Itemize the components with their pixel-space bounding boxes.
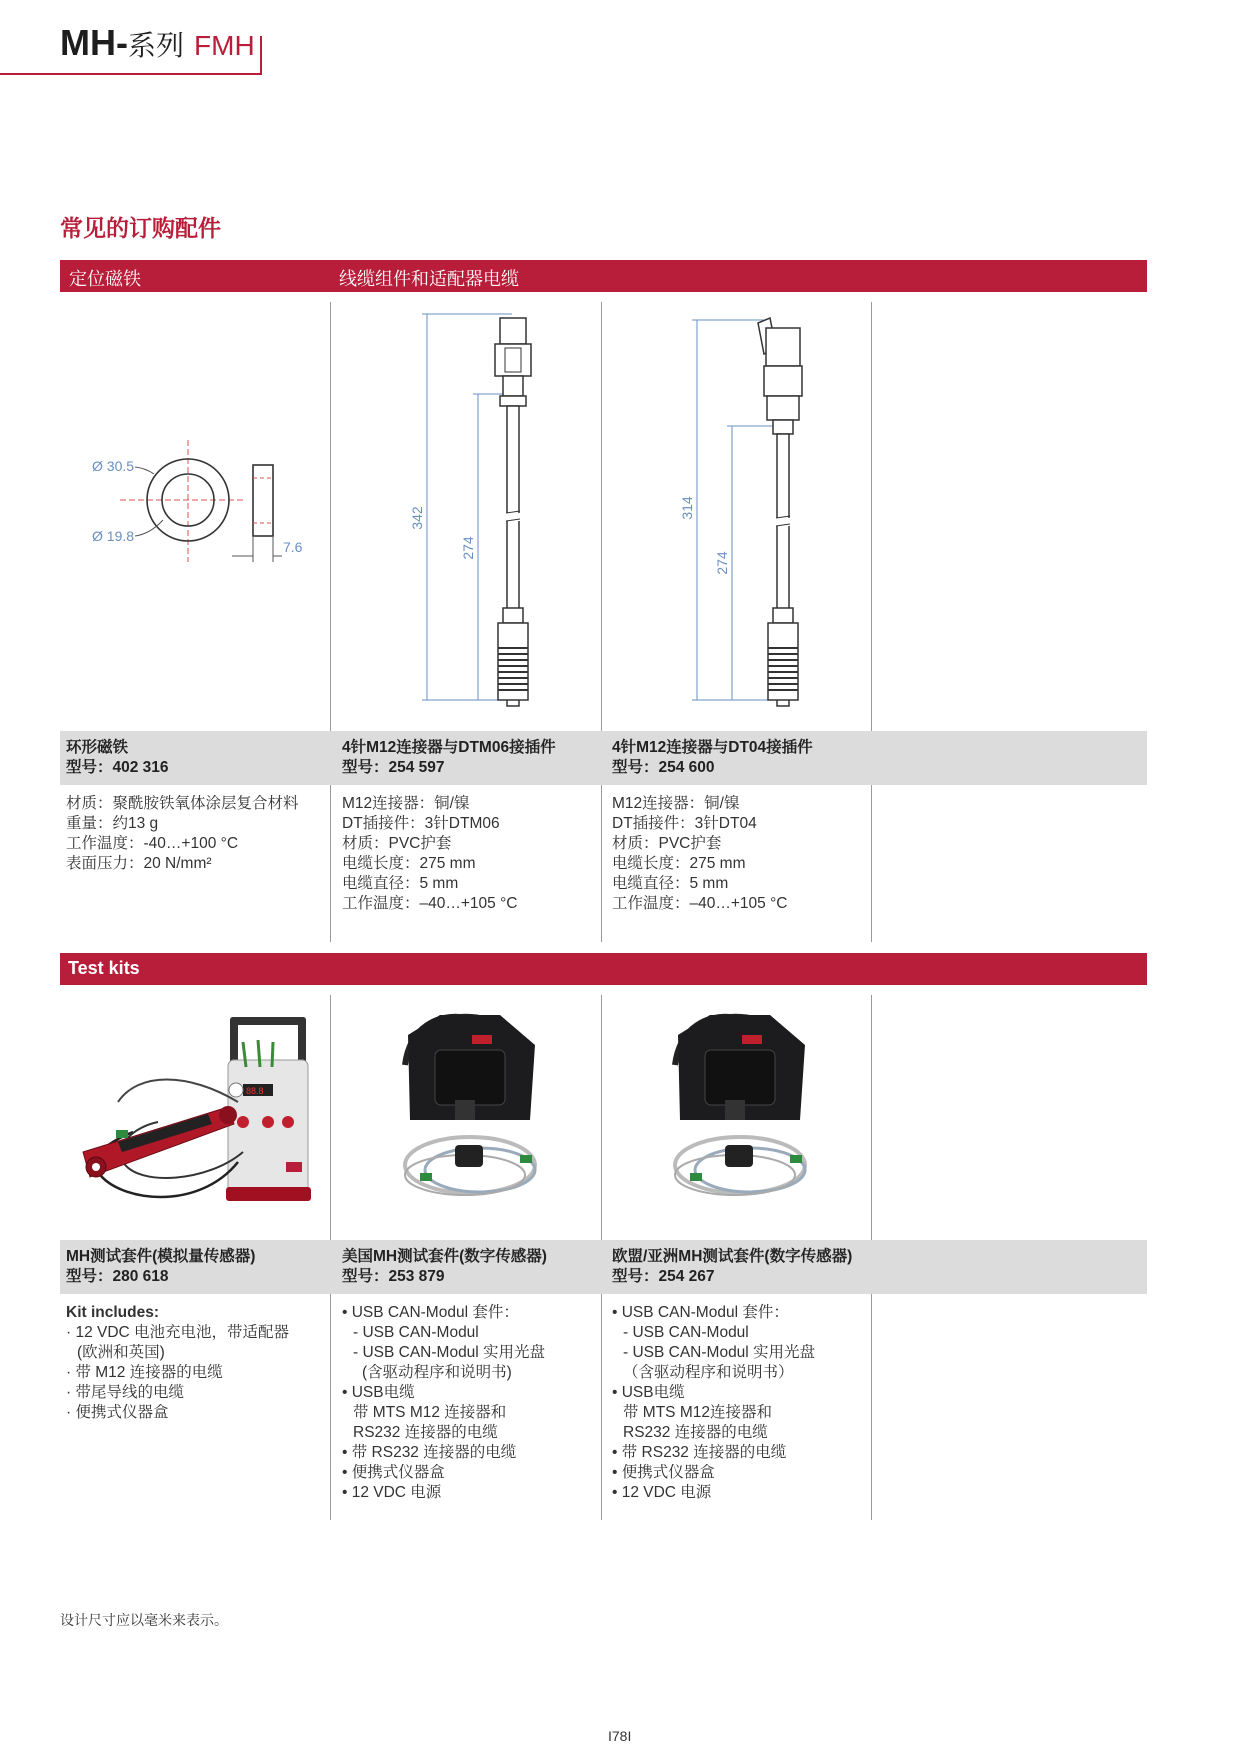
spec-line: 电缆长度：275 mm	[612, 855, 746, 872]
product-name: 美国MH测试套件(数字传感器)	[342, 1248, 547, 1265]
kit-item: • 便携式仪器盒	[342, 1464, 445, 1481]
header-underline	[0, 73, 262, 75]
product-model: 型号：254 267	[612, 1268, 715, 1285]
spec-line: 材质：PVC护套	[612, 835, 722, 852]
spec-line: 材质：PVC护套	[342, 835, 452, 852]
series-prefix: MH-	[60, 22, 128, 63]
kit-item: • USB CAN-Modul 套件：	[612, 1304, 789, 1321]
spec-line: 电缆长度：275 mm	[342, 855, 476, 872]
column-divider	[330, 302, 331, 942]
kit-item: - USB CAN-Modul	[353, 1324, 479, 1341]
kit-includes-heading: Kit includes:	[66, 1304, 160, 1321]
kit-item: • 便携式仪器盒	[612, 1464, 715, 1481]
spec-line: 工作温度：–40…+105 °C	[342, 895, 518, 912]
kit-item: · 带尾导线的电缆	[66, 1384, 184, 1401]
product-model: 型号：402 316	[66, 759, 169, 776]
cable-dtm06-drawing	[400, 308, 560, 708]
kit-item: • USB电缆	[612, 1384, 685, 1401]
product-model: 型号：254 600	[612, 759, 715, 776]
spec-line: 工作温度：-40…+100 °C	[66, 835, 239, 852]
kit-item: 带 MTS M12连接器和	[623, 1404, 772, 1421]
spec-line: 工作温度：–40…+105 °C	[612, 895, 788, 912]
kit-item: - USB CAN-Modul 实用光盘	[623, 1344, 816, 1361]
dim-cable-length: 274	[714, 551, 730, 575]
specs-cable-dt04	[612, 794, 787, 914]
kit-eu-asia-digital-contents	[612, 1303, 815, 1503]
spec-line: M12连接器：铜/镍	[342, 795, 470, 812]
kit-eu-asia-digital	[612, 1247, 852, 1287]
dim-outer-diameter: Ø 30.5	[92, 458, 135, 474]
kit-item: • 带 RS232 连接器的电缆	[612, 1444, 787, 1461]
product-magnet	[66, 738, 169, 778]
product-name: 4针M12连接器与DTM06接插件	[342, 739, 556, 756]
kit-item: （含驱动程序和说明书）	[623, 1364, 794, 1381]
us-digital-test-kit-image	[380, 1005, 560, 1215]
spec-line: 电缆直径：5 mm	[612, 875, 729, 892]
kit-item: - USB CAN-Modul 实用光盘	[353, 1344, 546, 1361]
dim-inner-diameter: Ø 19.8	[92, 528, 135, 544]
product-name: 环形磁铁	[66, 739, 129, 756]
spec-line: M12连接器：铜/镍	[612, 795, 740, 812]
kit-item: (含驱动程序和说明书)	[362, 1364, 512, 1381]
category-magnet: 定位磁铁	[69, 269, 141, 289]
specs-magnet	[66, 794, 299, 874]
column-divider	[601, 302, 602, 942]
svg-text:88.8: 88.8	[246, 1086, 264, 1096]
kit-item: • 12 VDC 电源	[342, 1484, 442, 1501]
kit-item: · 带 M12 连接器的电缆	[66, 1364, 223, 1381]
category-cables: 线缆组件和适配器电缆	[339, 269, 519, 289]
analog-test-kit-image	[78, 1012, 318, 1212]
product-name: 4针M12连接器与DT04接插件	[612, 739, 813, 756]
kit-item: - USB CAN-Modul	[623, 1324, 749, 1341]
category-bar-accessories	[60, 260, 1147, 292]
kit-item: RS232 连接器的电缆	[623, 1424, 768, 1441]
eu-asia-digital-test-kit-image	[650, 1005, 830, 1215]
spec-line: 重量：约13 g	[66, 815, 159, 832]
kit-us-digital	[342, 1247, 547, 1287]
product-name: MH测试套件(模拟量传感器)	[66, 1248, 256, 1265]
category-bar-test-kits	[60, 953, 1147, 985]
spec-line: 表面压力：20 N/mm²	[66, 855, 212, 872]
spec-line: DT插接件：3针DTM06	[342, 815, 500, 832]
spec-line: 电缆直径：5 mm	[342, 875, 459, 892]
category-test-kits: Test kits	[68, 958, 140, 978]
kit-item: · 便携式仪器盒	[66, 1404, 169, 1421]
header-divider	[260, 36, 262, 75]
dim-total-length: 314	[679, 496, 695, 520]
cable-dt04-drawing	[670, 308, 830, 708]
ring-magnet-drawing	[60, 430, 330, 580]
kit-item: RS232 连接器的电缆	[353, 1424, 498, 1441]
kit-item: • 带 RS232 连接器的电缆	[342, 1444, 517, 1461]
series-code: FMH	[194, 30, 255, 61]
kit-item: · 12 VDC 电池充电池，带适配器	[66, 1324, 290, 1341]
kit-analog-contents	[66, 1303, 289, 1423]
series-title	[60, 22, 255, 64]
dim-total-length: 342	[409, 506, 425, 530]
product-title-band	[60, 731, 1147, 785]
kit-item: • 12 VDC 电源	[612, 1484, 712, 1501]
specs-cable-dtm06	[342, 794, 517, 914]
kit-item: (欧洲和英国)	[77, 1344, 165, 1361]
kit-item: 带 MTS M12 连接器和	[353, 1404, 507, 1421]
product-cable-dt04	[612, 738, 813, 778]
dim-cable-length: 274	[460, 536, 476, 560]
dim-thickness: 7.6	[283, 539, 303, 555]
product-model: 型号：253 879	[342, 1268, 445, 1285]
section-title: 常见的订购配件	[60, 215, 221, 241]
kit-item: • USB CAN-Modul 套件：	[342, 1304, 519, 1321]
kit-us-digital-contents	[342, 1303, 545, 1503]
spec-line: DT插接件：3针DT04	[612, 815, 757, 832]
page-number: I78I	[608, 1728, 632, 1744]
column-divider	[871, 302, 872, 942]
spec-line: 材质：聚酰胺铁氧体涂层复合材料	[66, 795, 299, 812]
product-cable-dtm06	[342, 738, 556, 778]
footnote: 设计尺寸应以毫米来表示。	[60, 1612, 228, 1628]
product-model: 型号：254 597	[342, 759, 445, 776]
product-model: 型号：280 618	[66, 1268, 169, 1285]
product-name: 欧盟/亚洲MH测试套件(数字传感器)	[612, 1248, 853, 1265]
kit-analog	[66, 1247, 255, 1287]
series-word: 系列	[127, 30, 184, 61]
kit-item: • USB电缆	[342, 1384, 415, 1401]
